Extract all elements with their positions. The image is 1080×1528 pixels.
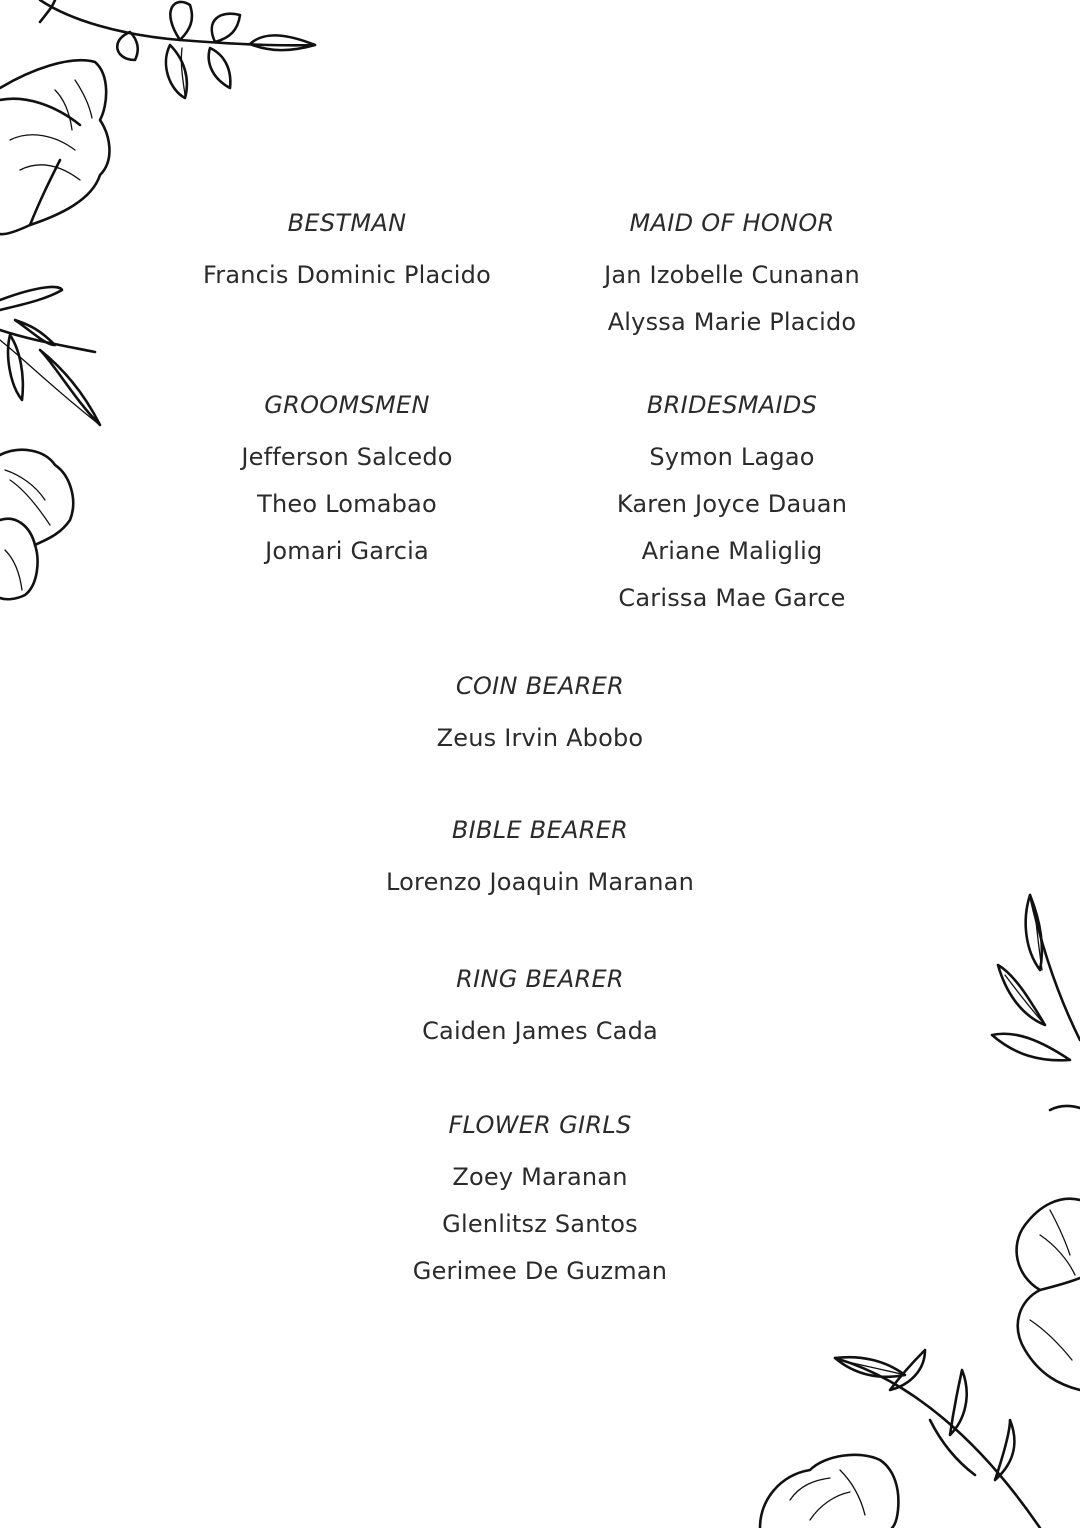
groomsman-name: Theo Lomabao [257, 490, 437, 518]
bridesmaids-section [532, 387, 932, 622]
ring-bearer-section [240, 961, 840, 1055]
flower-girl-name: Zoey Maranan [452, 1163, 628, 1191]
bridesmaids-heading: BRIDESMAIDS [646, 391, 818, 419]
flower-girls-section [240, 1107, 840, 1295]
maid-of-honor-heading: MAID OF HONOR [629, 209, 835, 237]
bestman-name: Francis Dominic Placido [203, 261, 491, 289]
bestman-heading: BESTMAN [287, 209, 407, 237]
bestman-section [147, 205, 547, 299]
flower-girl-name: Gerimee De Guzman [412, 1257, 668, 1285]
bridesmaid-name: Symon Lagao [649, 443, 815, 471]
bridesmaid-name: Ariane Maliglig [641, 537, 823, 565]
ring-bearer-heading: RING BEARER [456, 965, 624, 993]
coin-bearer-section [240, 668, 840, 762]
maid-of-honor-section [532, 205, 932, 346]
groomsmen-section [147, 387, 547, 575]
flower-girls-heading: FLOWER GIRLS [448, 1111, 632, 1139]
maid-of-honor-name: Alyssa Marie Placido [607, 308, 857, 336]
bible-bearer-heading: BIBLE BEARER [451, 816, 629, 844]
bridesmaid-name: Karen Joyce Dauan [616, 490, 848, 518]
bible-bearer-section [240, 812, 840, 906]
bible-bearer-name: Lorenzo Joaquin Maranan [386, 868, 694, 896]
coin-bearer-name: Zeus Irvin Abobo [436, 724, 644, 752]
bridesmaid-name: Carissa Mae Garce [618, 584, 846, 612]
groomsmen-heading: GROOMSMEN [264, 391, 430, 419]
coin-bearer-heading: COIN BEARER [455, 672, 625, 700]
groomsman-name: Jefferson Salcedo [241, 443, 453, 471]
flower-girl-name: Glenlitsz Santos [442, 1210, 638, 1238]
groomsman-name: Jomari Garcia [265, 537, 429, 565]
maid-of-honor-name: Jan Izobelle Cunanan [604, 261, 860, 289]
ring-bearer-name: Caiden James Cada [422, 1017, 658, 1045]
